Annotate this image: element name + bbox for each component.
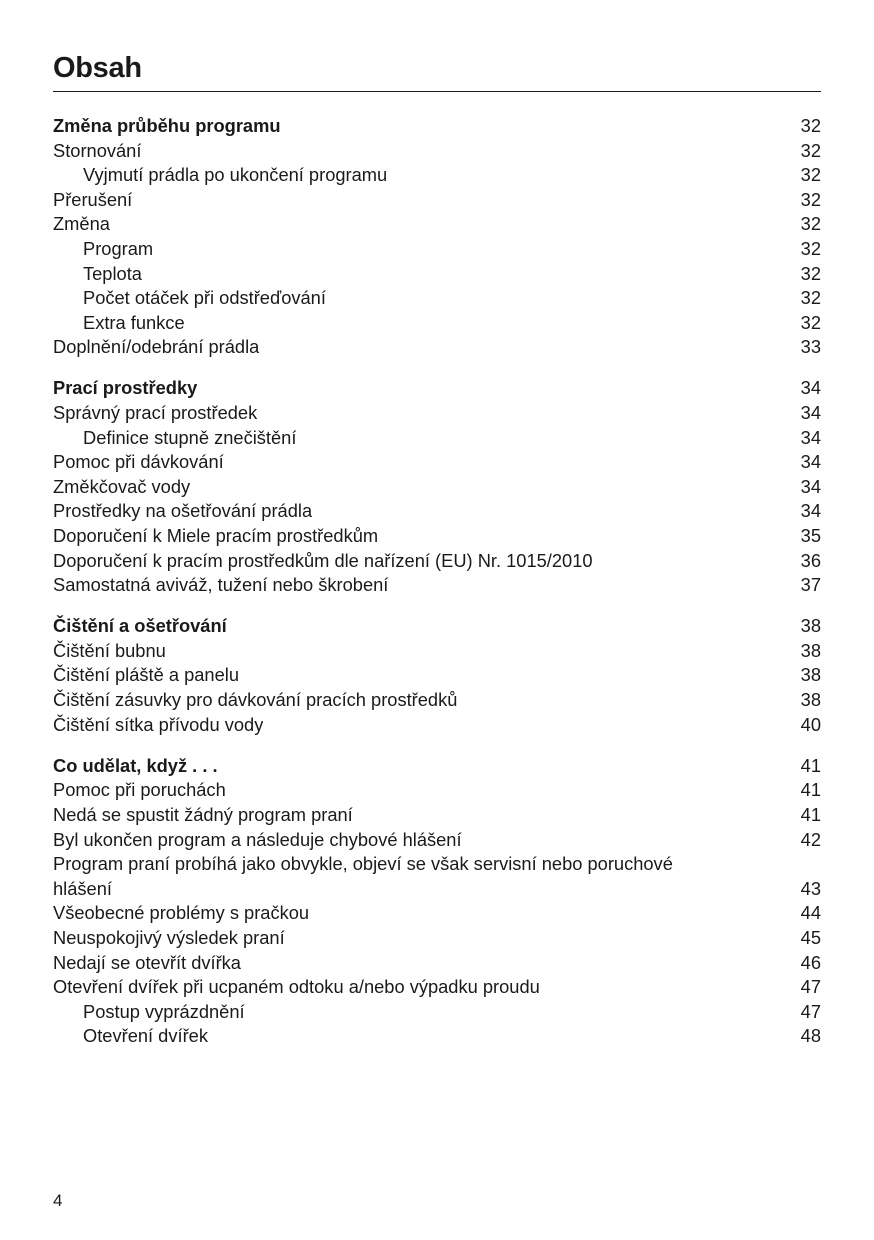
toc-subentry[interactable]: [53, 426, 821, 451]
toc-entry-page: 35: [800, 525, 821, 546]
toc-entry-label: Doporučení k Miele pracím prostředkům: [53, 525, 379, 546]
toc-entry-page: 43: [800, 877, 821, 899]
toc-chapter-heading[interactable]: [53, 114, 821, 139]
toc-section: [53, 376, 821, 597]
toc-entry-label: Přerušení: [53, 188, 133, 210]
toc-subentry[interactable]: [53, 286, 821, 311]
toc-entry[interactable]: [53, 549, 821, 574]
toc-entry-label: Prostředky na ošetřování prádla: [53, 500, 313, 522]
toc-entry[interactable]: [53, 573, 821, 598]
title-divider: [53, 91, 821, 92]
toc-entry[interactable]: [53, 139, 821, 164]
toc-subentry[interactable]: [53, 163, 821, 188]
toc-entry-page: 34: [800, 402, 821, 424]
toc-entry[interactable]: [53, 713, 821, 738]
table-of-contents: [53, 114, 821, 1065]
toc-entry-label-continuation: hlášení: [53, 877, 112, 899]
toc-entry-label: Vyjmutí prádla po ukončení programu: [83, 164, 388, 186]
toc-entry[interactable]: [53, 475, 821, 500]
toc-entry[interactable]: [53, 212, 821, 237]
toc-entry-page: 41: [800, 754, 821, 776]
toc-entry-page: 32: [800, 287, 821, 309]
toc-entry-page: 34: [800, 500, 821, 522]
toc-entry[interactable]: [53, 852, 821, 901]
toc-entry-page: 32: [800, 188, 821, 210]
toc-section: [53, 754, 821, 1049]
toc-section: [53, 614, 821, 737]
toc-entry-label: Stornování: [53, 139, 142, 161]
toc-subentry[interactable]: [53, 1000, 821, 1025]
toc-entry-page: 32: [800, 115, 821, 136]
toc-entry-label: Čištění bubnu: [53, 639, 166, 661]
toc-entry-page: 47: [800, 976, 821, 998]
toc-entry-page: 38: [800, 615, 821, 637]
toc-entry-label: Otevření dvířek při ucpaném odtoku a/nebo výpadku proudu: [53, 976, 540, 998]
toc-entry[interactable]: [53, 951, 821, 976]
toc-entry-label: Postup vyprázdnění: [83, 1000, 245, 1022]
toc-entry-page: 40: [800, 713, 821, 735]
toc-entry[interactable]: [53, 778, 821, 803]
toc-entry[interactable]: [53, 828, 821, 853]
toc-entry-page: 36: [800, 549, 821, 571]
toc-chapter-heading[interactable]: [53, 376, 821, 401]
toc-section: [53, 114, 821, 360]
toc-entry[interactable]: [53, 524, 821, 549]
toc-entry-label: Byl ukončen program a následuje chybové hlášení: [53, 828, 462, 850]
toc-subentry[interactable]: [53, 237, 821, 262]
toc-entry-label: Teplota: [83, 262, 142, 284]
toc-entry-label: Pomoc při dávkování: [53, 451, 224, 473]
toc-entry-page: 46: [800, 951, 821, 973]
toc-entry-label: Čištění pláště a panelu: [53, 664, 239, 686]
toc-entry-page: 37: [800, 574, 821, 596]
toc-entry-page: 38: [800, 664, 821, 686]
toc-entry[interactable]: [53, 499, 821, 524]
toc-entry-label: Správný prací prostředek: [53, 402, 258, 424]
toc-entry-page: 32: [800, 213, 821, 235]
toc-entry[interactable]: [53, 688, 821, 713]
toc-entry-page: 34: [800, 451, 821, 473]
toc-entry-page: 32: [800, 164, 821, 186]
toc-entry-page: 47: [800, 1000, 821, 1022]
toc-entry-page: 45: [800, 926, 821, 948]
toc-entry-page: 42: [800, 828, 821, 850]
toc-entry-page: 32: [800, 311, 821, 333]
toc-entry-label: Samostatná aviváž, tužení nebo škrobení: [53, 574, 389, 596]
toc-entry-page: 41: [800, 803, 821, 825]
toc-entry-page: 32: [800, 262, 821, 284]
toc-entry[interactable]: [53, 926, 821, 951]
toc-entry-label: Prací prostředky: [53, 377, 198, 399]
toc-entry-label: Všeobecné problémy s pračkou: [53, 902, 310, 924]
toc-entry-label: Nedají se otevřít dvířka: [53, 951, 241, 973]
toc-entry-label: Otevření dvířek: [83, 1025, 208, 1047]
toc-entry-label: Změna průběhu programu: [53, 115, 281, 136]
toc-entry-label: Neuspokojivý výsledek praní: [53, 926, 285, 948]
toc-entry[interactable]: [53, 335, 821, 360]
toc-entry-label: Co udělat, když . . .: [53, 754, 218, 776]
toc-entry-label: Změkčovač vody: [53, 475, 191, 497]
toc-entry-page: 32: [800, 237, 821, 259]
toc-entry[interactable]: [53, 803, 821, 828]
toc-entry-label: Program praní probíhá jako obvykle, objeví se však servisní nebo poruchové: [53, 853, 673, 875]
toc-entry-label: Počet otáček při odstřeďování: [83, 287, 326, 309]
toc-entry-page: 48: [800, 1025, 821, 1047]
toc-entry-label: Pomoc při poruchách: [53, 779, 226, 801]
toc-subentry[interactable]: [53, 262, 821, 287]
toc-entry-label: Změna: [53, 213, 110, 235]
toc-entry-label: Doplnění/odebrání prádla: [53, 336, 260, 358]
toc-entry-page: 32: [800, 139, 821, 161]
toc-entry[interactable]: [53, 975, 821, 1000]
toc-entry-page: 34: [800, 377, 821, 399]
toc-entry-label: Doporučení k pracím prostředkům dle nařízení (EU) Nr. 1015/2010: [53, 549, 593, 571]
toc-entry-page: 41: [800, 779, 821, 801]
toc-entry-page: 33: [800, 336, 821, 358]
toc-subentry[interactable]: [53, 311, 821, 336]
toc-entry-page: 38: [800, 639, 821, 661]
toc-entry-label: Program: [83, 237, 154, 259]
toc-chapter-heading[interactable]: [53, 754, 821, 779]
toc-entry[interactable]: [53, 401, 821, 426]
toc-entry-label: Extra funkce: [83, 311, 185, 333]
toc-entry-page: 34: [800, 475, 821, 497]
page-title: Obsah: [53, 52, 142, 84]
toc-entry-page: 44: [800, 902, 821, 924]
toc-entry[interactable]: [53, 901, 821, 926]
toc-entry-page: 38: [800, 689, 821, 711]
toc-chapter-heading[interactable]: [53, 614, 821, 639]
toc-subentry[interactable]: [53, 1024, 821, 1049]
toc-entry-label: Definice stupně znečištění: [83, 426, 297, 448]
toc-entry-label: Čištění a ošetřování: [53, 615, 227, 637]
page-number: 4: [53, 1191, 63, 1210]
toc-entry-label: Čištění sítka přívodu vody: [53, 713, 264, 735]
toc-entry[interactable]: [53, 188, 821, 213]
toc-entry[interactable]: [53, 639, 821, 664]
toc-entry-page: 34: [800, 426, 821, 448]
toc-entry-label: Nedá se spustit žádný program praní: [53, 803, 353, 825]
toc-entry[interactable]: [53, 663, 821, 688]
toc-entry-label: Čištění zásuvky pro dávkování pracích prostředků: [53, 689, 458, 711]
toc-entry[interactable]: [53, 450, 821, 475]
